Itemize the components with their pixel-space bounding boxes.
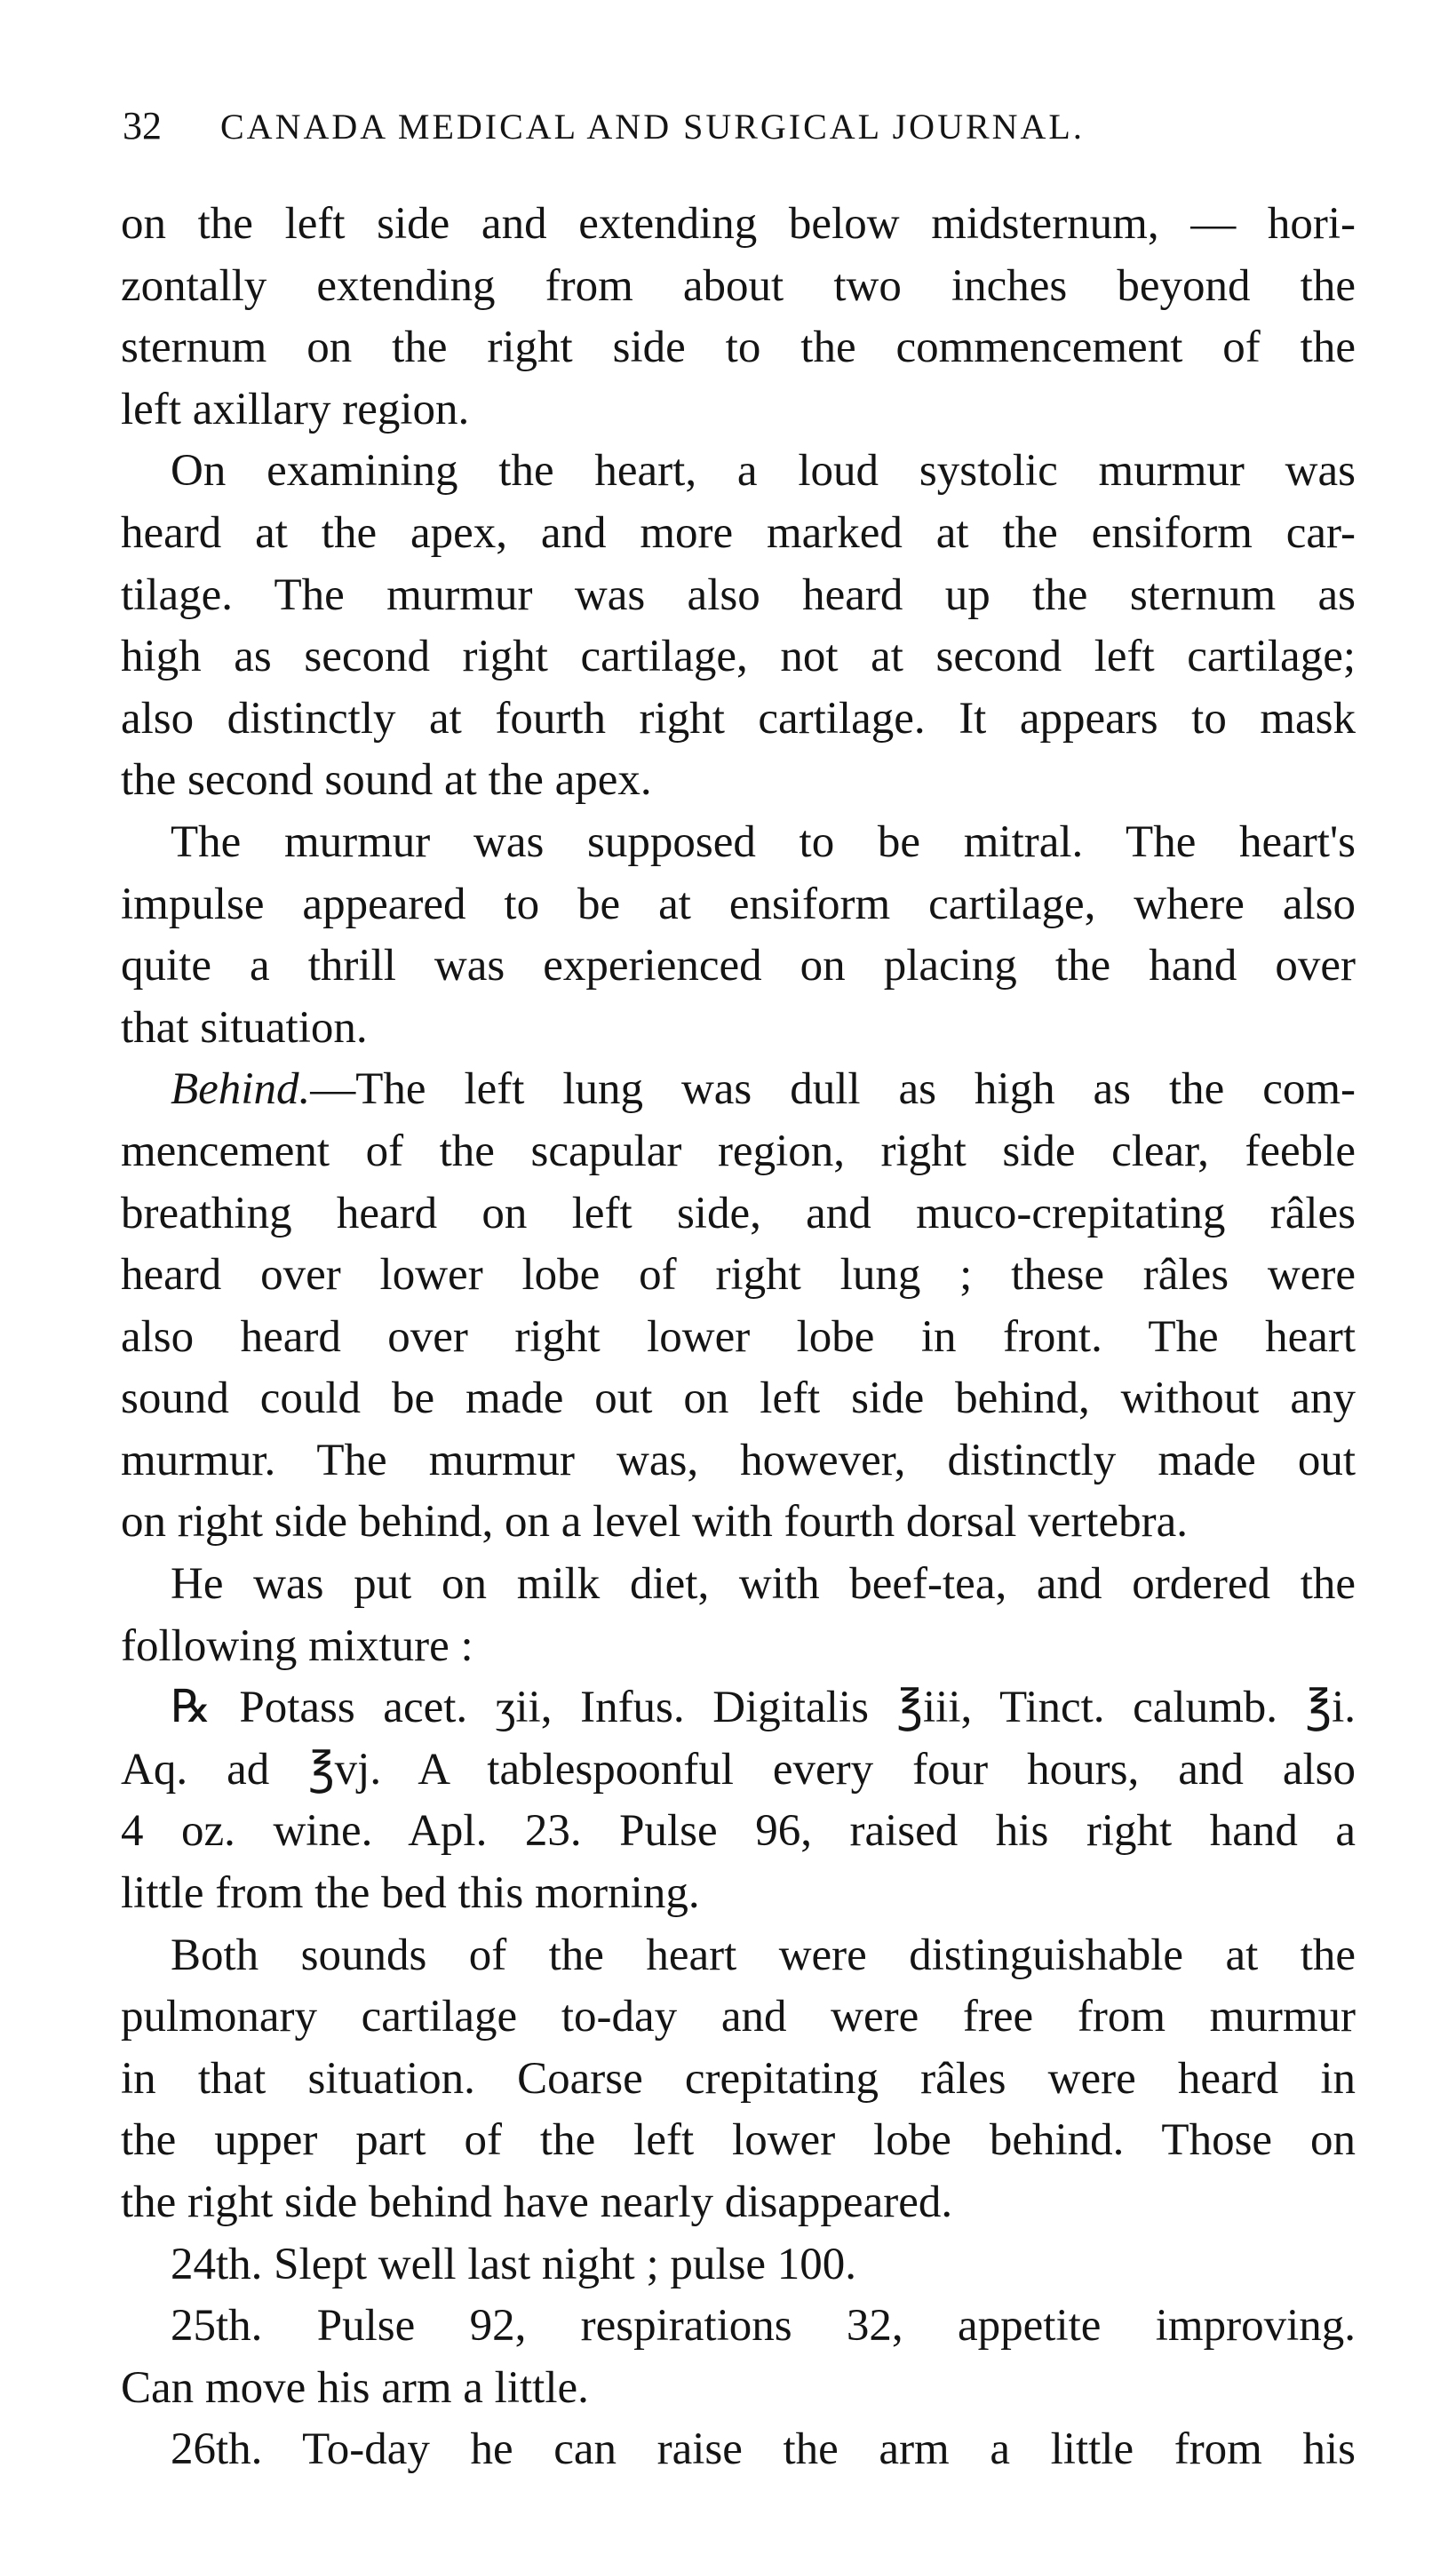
text-line: 24th. Slept well last night ; pulse 100. — [171, 2239, 857, 2289]
prescription-paragraph — [121, 1677, 1356, 1924]
paragraph — [121, 2296, 1356, 2419]
text-line: murmur. The murmur was, however, distinctly made out — [121, 1435, 1356, 1485]
text-line: He was put on milk diet, with beef-tea, and ordered the — [171, 1559, 1356, 1610]
text-line: that situation. — [121, 1002, 368, 1053]
body-text — [121, 194, 1356, 2481]
text-line: following mixture : — [121, 1620, 473, 1671]
text-line — [121, 1059, 1356, 1121]
text-line: in that situation. Coarse crepitating râles were heard in — [121, 2053, 1356, 2104]
text-line: 26th. To-day he can raise the arm a little from his — [171, 2424, 1356, 2475]
text-line: The murmur was supposed to be mitral. The heart's — [171, 816, 1356, 867]
text-run: —The left lung was dull as high as the com- — [310, 1064, 1356, 1115]
paragraph — [121, 812, 1356, 1059]
text-line: pulmonary cartilage to-day and were free from murmur — [121, 1992, 1356, 2042]
text-line: quite a thrill was experienced on placing the hand over — [121, 941, 1356, 991]
text-line: the upper part of the left lower lobe behind. Those on — [121, 2115, 1356, 2166]
text-line: 4 oz. wine. Apl. 23. Pulse 96, raised his right hand a — [121, 1806, 1356, 1857]
text-line: the right side behind have nearly disappeared. — [121, 2177, 953, 2227]
italic-heading: Behind. — [171, 1064, 311, 1115]
page-number: 32 — [123, 104, 162, 147]
text-line: heard at the apex, and more marked at the ensiform car- — [121, 507, 1356, 558]
text-line: the second sound at the apex. — [121, 755, 652, 806]
text-line: on the left side and extending below midsternum, — hori- — [121, 199, 1356, 249]
text-line: little from the bed this morning. — [121, 1868, 700, 1919]
text-line: Can move his arm a little. — [121, 2362, 589, 2413]
paragraph — [121, 1554, 1356, 1677]
text-line: 25th. Pulse 92, respirations 32, appetite improving. — [171, 2301, 1356, 2352]
text-line: left axillary region. — [121, 384, 470, 434]
paragraph — [121, 2234, 1356, 2296]
text-line: sternum on the right side to the commencement of the — [121, 322, 1356, 373]
paragraph — [121, 1925, 1356, 2234]
text-line: Both sounds of the heart were distinguishable at the — [171, 1930, 1356, 1980]
text-line: breathing heard on left side, and muco-crepitating râles — [121, 1188, 1356, 1238]
text-line: also heard over right lower lobe in front. The heart — [121, 1311, 1356, 1362]
paragraph — [121, 441, 1356, 812]
text-line: On examining the heart, a loud systolic murmur was — [171, 446, 1356, 497]
text-line: ℞ Potass acet. ʒii, Infus. Digitalis ℥iii, Tinct. calumb. ℥i. — [171, 1683, 1356, 1733]
text-line: also distinctly at fourth right cartilage. It appears to mask — [121, 693, 1356, 744]
text-line: high as second right cartilage, not at second left cartilage; — [121, 632, 1356, 682]
text-line: impulse appeared to be at ensiform cartilage, where also — [121, 879, 1356, 929]
text-line: tilage. The murmur was also heard up the sternum as — [121, 569, 1356, 620]
journal-title: CANADA MEDICAL AND SURGICAL JOURNAL. — [220, 107, 1085, 147]
running-head — [123, 99, 1349, 153]
text-line: on right side behind, on a level with fourth dorsal vertebra. — [121, 1497, 1189, 1548]
text-line: mencement of the scapular region, right side clear, feeble — [121, 1126, 1356, 1176]
text-line: Aq. ad ℥vj. A tablespoonful every four hours, and also — [121, 1744, 1356, 1795]
paragraph — [121, 2419, 1356, 2481]
text-line: sound could be made out on left side behind, without any — [121, 1373, 1356, 1424]
text-line: heard over lower lobe of right lung ; these râles were — [121, 1250, 1356, 1301]
paragraph — [121, 194, 1356, 441]
paragraph — [121, 1059, 1356, 1554]
text-line: zontally extending from about two inches beyond the — [121, 260, 1356, 311]
